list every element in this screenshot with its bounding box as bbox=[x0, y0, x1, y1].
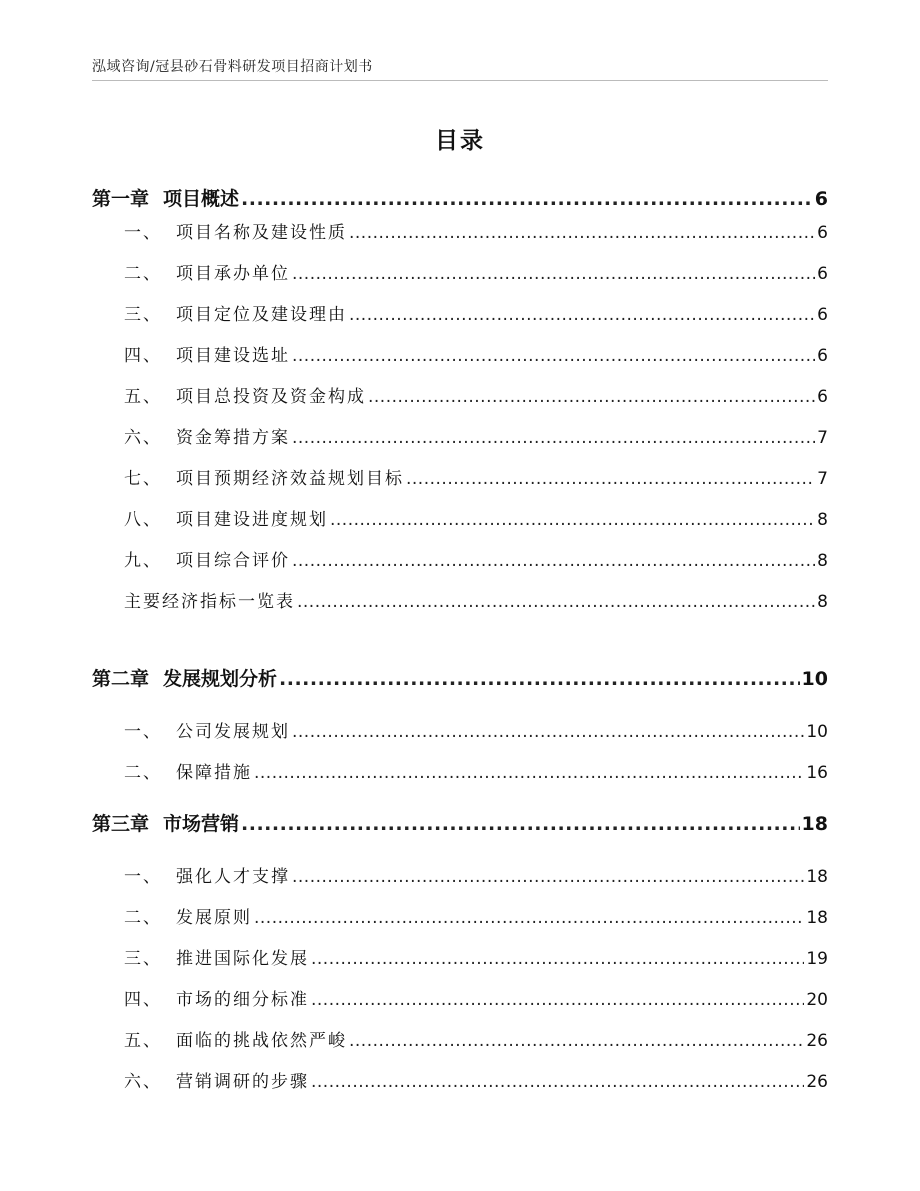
toc-entry-page: 6 bbox=[817, 387, 828, 407]
toc-entry-page: 19 bbox=[806, 949, 828, 969]
toc-entry-label: 项目名称及建设性质 bbox=[176, 223, 347, 243]
toc-section[interactable] bbox=[92, 717, 828, 742]
toc-section[interactable] bbox=[92, 758, 828, 783]
toc-entry-number: 四、 bbox=[124, 346, 162, 366]
toc-entry-page: 8 bbox=[817, 510, 828, 530]
toc-entry-page: 6 bbox=[817, 223, 828, 243]
toc-entry-page: 18 bbox=[806, 908, 828, 928]
toc-section[interactable] bbox=[92, 259, 828, 284]
toc-section[interactable] bbox=[92, 862, 828, 887]
toc-entry-number: 七、 bbox=[124, 469, 162, 489]
toc-entry-label: 公司发展规划 bbox=[176, 722, 290, 742]
toc-leader-dots bbox=[368, 387, 815, 407]
toc-entry-label: 面临的挑战依然严峻 bbox=[176, 1031, 347, 1051]
toc-entry-number: 三、 bbox=[124, 949, 162, 969]
toc-entry-label: 项目建设进度规划 bbox=[176, 510, 328, 530]
toc-leader-dots bbox=[292, 346, 815, 366]
toc-entry-number: 九、 bbox=[124, 551, 162, 571]
toc-leader-dots bbox=[292, 551, 815, 571]
toc-entry-label: 项目总投资及资金构成 bbox=[176, 387, 366, 407]
toc-entry-number: 五、 bbox=[124, 387, 162, 407]
toc-section[interactable] bbox=[92, 300, 828, 325]
toc-entry-number: 第一章 bbox=[92, 188, 150, 210]
toc-entry-number: 一、 bbox=[124, 722, 162, 742]
toc-leader-dots bbox=[292, 722, 804, 742]
toc-entry-page: 16 bbox=[806, 763, 828, 783]
toc-section[interactable] bbox=[92, 903, 828, 928]
toc-title: 目录 bbox=[435, 128, 485, 154]
toc-section[interactable] bbox=[92, 1067, 828, 1092]
toc-leader-dots bbox=[254, 908, 804, 928]
toc-entry-label: 资金筹措方案 bbox=[176, 428, 290, 448]
toc-leader-dots bbox=[349, 223, 815, 243]
toc-section[interactable] bbox=[92, 341, 828, 366]
toc-entry-page: 10 bbox=[801, 668, 828, 690]
toc-entry-number: 五、 bbox=[124, 1031, 162, 1051]
toc-entry-label: 项目建设选址 bbox=[176, 346, 290, 366]
toc-chapter-3[interactable] bbox=[92, 809, 828, 836]
toc-entry-label: 项目综合评价 bbox=[176, 551, 290, 571]
toc-entry-page: 18 bbox=[806, 867, 828, 887]
toc-entry-number: 二、 bbox=[124, 908, 162, 928]
toc-leader-dots bbox=[292, 264, 815, 284]
toc-leader-dots bbox=[292, 428, 815, 448]
toc-entry-label: 主要经济指标一览表 bbox=[124, 592, 295, 612]
toc-section[interactable] bbox=[92, 505, 828, 530]
toc-entry-page: 7 bbox=[817, 428, 828, 448]
page-header: 泓域咨询/冠县砂石骨料研发项目招商计划书 bbox=[92, 59, 373, 75]
toc-entry-number: 八、 bbox=[124, 510, 162, 530]
toc-entry-page: 18 bbox=[801, 813, 828, 835]
toc-leader-dots bbox=[254, 763, 804, 783]
toc-leader-dots bbox=[330, 510, 815, 530]
toc-section[interactable] bbox=[92, 944, 828, 969]
toc-entry-page: 26 bbox=[806, 1031, 828, 1051]
toc-entry-page: 6 bbox=[814, 188, 828, 210]
toc-leader-dots bbox=[311, 949, 804, 969]
toc-leader-dots bbox=[279, 668, 800, 690]
toc-entry-label: 项目承办单位 bbox=[176, 264, 290, 284]
toc-entry-label: 营销调研的步骤 bbox=[176, 1072, 309, 1092]
toc-entry-label: 市场营销 bbox=[163, 813, 240, 835]
toc-entry-label: 发展原则 bbox=[176, 908, 252, 928]
toc-entry-page: 20 bbox=[806, 990, 828, 1010]
toc-leader-dots bbox=[349, 1031, 804, 1051]
toc-section[interactable] bbox=[92, 218, 828, 243]
toc-entry-number: 四、 bbox=[124, 990, 162, 1010]
toc-leader-dots bbox=[297, 592, 815, 612]
toc-entry-label: 市场的细分标准 bbox=[176, 990, 309, 1010]
toc-leader-dots bbox=[311, 990, 804, 1010]
toc-entry-page: 10 bbox=[806, 722, 828, 742]
toc-entry-number: 六、 bbox=[124, 428, 162, 448]
toc-leader-dots bbox=[311, 1072, 804, 1092]
toc-leader-dots bbox=[241, 813, 800, 835]
toc-entry-label: 项目预期经济效益规划目标 bbox=[176, 469, 404, 489]
header-divider bbox=[92, 80, 828, 81]
toc-entry-label: 项目概述 bbox=[163, 188, 240, 210]
toc-section[interactable] bbox=[92, 546, 828, 571]
toc-entry-number: 一、 bbox=[124, 867, 162, 887]
toc-section[interactable] bbox=[92, 423, 828, 448]
toc-entry-number: 二、 bbox=[124, 264, 162, 284]
toc-leader-dots bbox=[349, 305, 815, 325]
toc-entry-page: 8 bbox=[817, 592, 828, 612]
toc-section[interactable] bbox=[92, 382, 828, 407]
toc-entry-label: 发展规划分析 bbox=[163, 668, 278, 690]
toc-chapter-1[interactable] bbox=[92, 184, 828, 211]
toc-entry-number: 一、 bbox=[124, 223, 162, 243]
toc-entry-page: 6 bbox=[817, 264, 828, 284]
toc-entry-page: 6 bbox=[817, 346, 828, 366]
toc-entry-page: 6 bbox=[817, 305, 828, 325]
toc-entry-number: 第三章 bbox=[92, 813, 150, 835]
toc-section[interactable] bbox=[92, 1026, 828, 1051]
toc-entry-label: 项目定位及建设理由 bbox=[176, 305, 347, 325]
toc-entry-number: 六、 bbox=[124, 1072, 162, 1092]
toc-entry-number: 二、 bbox=[124, 763, 162, 783]
toc-entry-label: 推进国际化发展 bbox=[176, 949, 309, 969]
toc-leader-dots bbox=[406, 469, 815, 489]
toc-entry-page: 26 bbox=[806, 1072, 828, 1092]
toc-section[interactable] bbox=[92, 464, 828, 489]
toc-section[interactable] bbox=[92, 587, 828, 612]
toc-entry-label: 强化人才支撑 bbox=[176, 867, 290, 887]
toc-entry-number: 三、 bbox=[124, 305, 162, 325]
toc-entry-number: 第二章 bbox=[92, 668, 150, 690]
toc-leader-dots bbox=[292, 867, 804, 887]
toc-section[interactable] bbox=[92, 985, 828, 1010]
toc-entry-page: 7 bbox=[817, 469, 828, 489]
toc-entry-label: 保障措施 bbox=[176, 763, 252, 783]
toc-chapter-2[interactable] bbox=[92, 664, 828, 691]
toc-entry-page: 8 bbox=[817, 551, 828, 571]
toc-leader-dots bbox=[241, 188, 813, 210]
